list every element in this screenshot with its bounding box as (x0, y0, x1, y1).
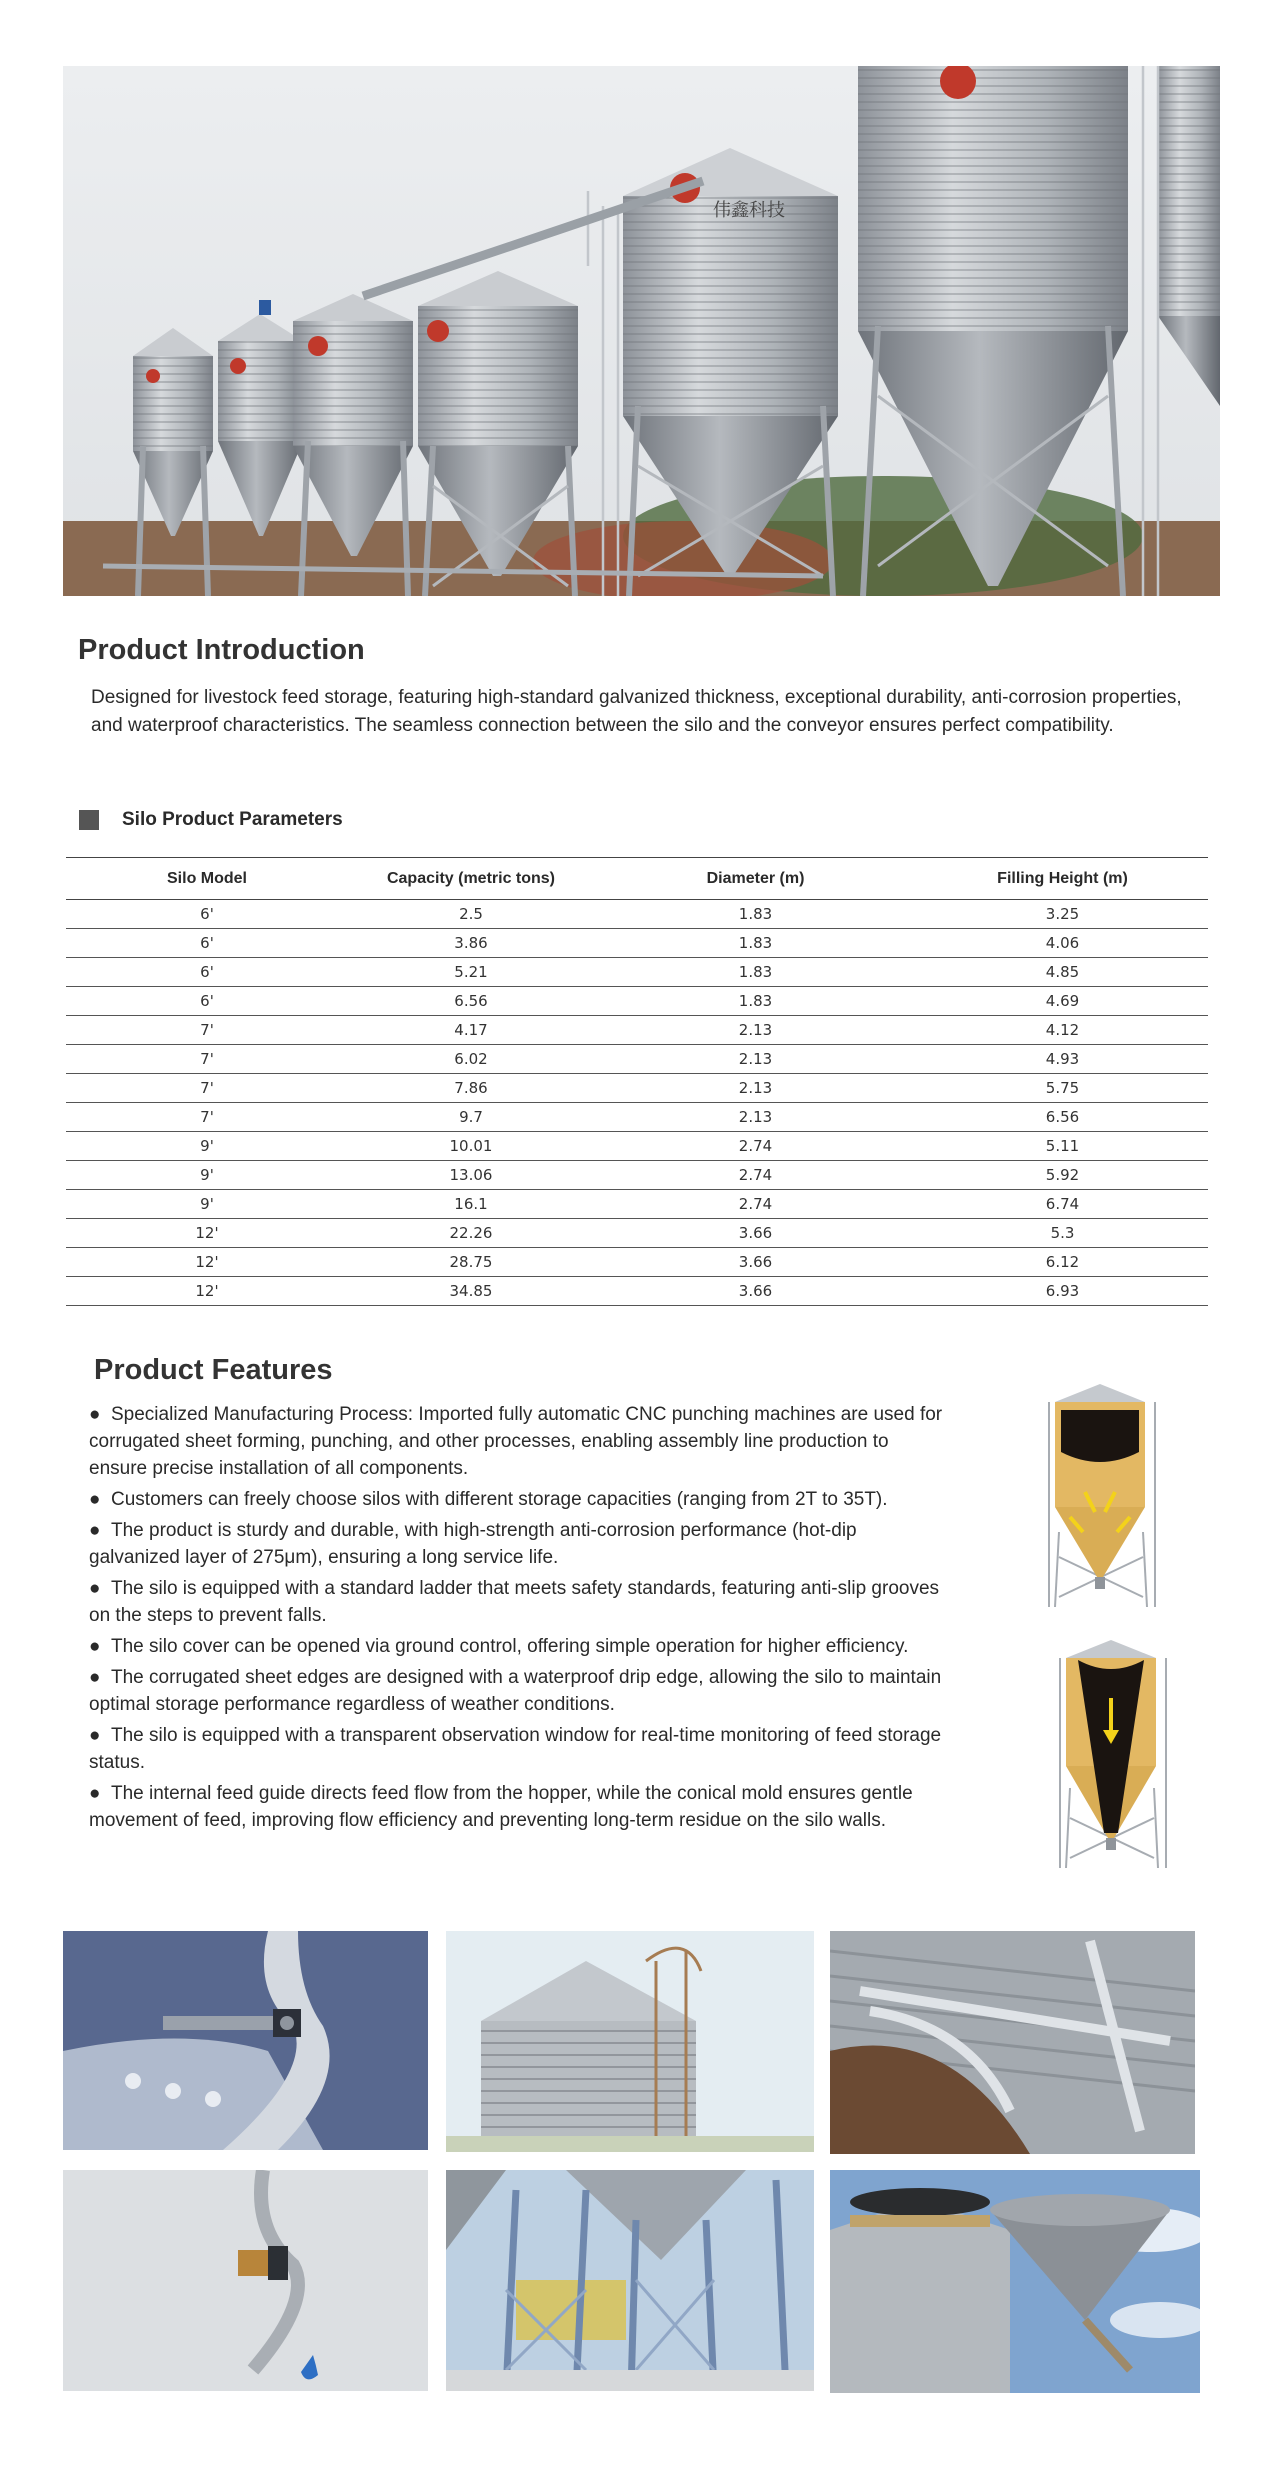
cell-capacity: 16.1 (348, 1190, 594, 1219)
cell-silo-model: 12' (66, 1248, 348, 1277)
feature-text: The internal feed guide directs feed flow from the hopper, while the conical mold ensures gentle movement of feed, improving flow efficiency and preventing long-term residue on the silo walls. (89, 1783, 913, 1831)
cell-filling-height: 6.12 (917, 1248, 1208, 1277)
product-introduction-title: Product Introduction (78, 634, 365, 666)
cell-silo-model: 6' (66, 900, 348, 929)
cell-filling-height: 6.56 (917, 1103, 1208, 1132)
feature-item (89, 1401, 949, 1482)
cell-silo-model: 9' (66, 1161, 348, 1190)
feature-text: The silo cover can be opened via ground control, offering simple operation for higher efficiency. (111, 1636, 909, 1657)
gallery-image-support-legs (446, 2170, 814, 2391)
cell-diameter: 2.13 (594, 1074, 917, 1103)
table-row (66, 1248, 1208, 1277)
cell-capacity: 22.26 (348, 1219, 594, 1248)
cell-silo-model: 9' (66, 1190, 348, 1219)
feature-text: The silo is equipped with a transparent observation window for real-time monitoring of feed storage status. (89, 1725, 942, 1773)
square-bullet-icon (79, 810, 99, 830)
feature-item (89, 1780, 949, 1834)
table-row (66, 987, 1208, 1016)
table-row (66, 929, 1208, 958)
cell-filling-height: 5.11 (917, 1132, 1208, 1161)
cell-diameter: 1.83 (594, 958, 917, 987)
cell-capacity: 9.7 (348, 1103, 594, 1132)
cell-silo-model: 6' (66, 987, 348, 1016)
cell-silo-model: 6' (66, 958, 348, 987)
cell-capacity: 3.86 (348, 929, 594, 958)
gallery-image-hopper-cone (830, 2170, 1200, 2393)
table-row (66, 958, 1208, 987)
cell-diameter: 2.13 (594, 1103, 917, 1132)
table-row (66, 1277, 1208, 1306)
bullet-icon: ● (89, 1783, 101, 1804)
cell-capacity: 4.17 (348, 1016, 594, 1045)
cell-capacity: 10.01 (348, 1132, 594, 1161)
cell-capacity: 28.75 (348, 1248, 594, 1277)
cell-diameter: 2.74 (594, 1132, 917, 1161)
cell-diameter: 1.83 (594, 929, 917, 958)
silo-cutaway-flow-illustration (1035, 1382, 1165, 1612)
table-body (66, 900, 1208, 1306)
feature-text: Customers can freely choose silos with different storage capacities (ranging from 2T to 35T). (111, 1489, 888, 1510)
column-header-silo-model: Silo Model (66, 858, 348, 900)
cell-silo-model: 7' (66, 1074, 348, 1103)
table-row (66, 1074, 1208, 1103)
cell-silo-model: 7' (66, 1103, 348, 1132)
product-features-list (89, 1401, 949, 1838)
column-header-diameter: Diameter (m) (594, 858, 917, 900)
table-row (66, 1190, 1208, 1219)
gallery-image-bolt-seal (63, 1931, 428, 2150)
feature-text: Specialized Manufacturing Process: Imported fully automatic CNC punching machines are used for corrugated sheet forming, punching, and other processes, enabling assembly line production to ensure precise installation of all components. (89, 1404, 943, 1479)
cell-filling-height: 6.93 (917, 1277, 1208, 1306)
cell-silo-model: 12' (66, 1219, 348, 1248)
cell-filling-height: 4.93 (917, 1045, 1208, 1074)
cell-diameter: 2.13 (594, 1045, 917, 1074)
bullet-icon: ● (89, 1725, 101, 1746)
silo-logo-text: 伟鑫科技 (713, 200, 785, 221)
silo-parameters-heading-label: Silo Product Parameters (122, 809, 343, 830)
cell-silo-model: 7' (66, 1045, 348, 1074)
cell-diameter: 3.66 (594, 1248, 917, 1277)
feature-item (89, 1517, 949, 1571)
cell-silo-model: 7' (66, 1016, 348, 1045)
feature-item (89, 1722, 949, 1776)
cell-diameter: 3.66 (594, 1219, 917, 1248)
cell-capacity: 6.02 (348, 1045, 594, 1074)
cell-filling-height: 5.75 (917, 1074, 1208, 1103)
feature-item (89, 1633, 949, 1660)
silo-cutaway-core-flow-illustration (1048, 1638, 1178, 1873)
cell-capacity: 13.06 (348, 1161, 594, 1190)
feature-text: The corrugated sheet edges are designed with a waterproof drip edge, allowing the silo to maintain optimal storage performance regardless of weather conditions. (89, 1667, 942, 1715)
table-row (66, 1161, 1208, 1190)
feature-text: The silo is equipped with a standard ladder that meets safety standards, featuring anti-slip grooves on the steps to prevent falls. (89, 1578, 940, 1626)
cell-silo-model: 6' (66, 929, 348, 958)
table-row (66, 1103, 1208, 1132)
bullet-icon: ● (89, 1667, 101, 1688)
cell-diameter: 1.83 (594, 900, 917, 929)
hero-silo-photo (63, 66, 1220, 596)
cell-silo-model: 9' (66, 1132, 348, 1161)
bullet-icon: ● (89, 1404, 101, 1425)
gallery-image-silo-with-ladder (446, 1931, 814, 2152)
gallery-image-drip-edge (63, 2170, 428, 2391)
table-header-row (66, 858, 1208, 900)
cell-capacity: 2.5 (348, 900, 594, 929)
silo-parameters-table (66, 857, 1208, 1306)
feature-item (89, 1575, 949, 1629)
cell-filling-height: 4.06 (917, 929, 1208, 958)
bullet-icon: ● (89, 1578, 101, 1599)
feature-text: The product is sturdy and durable, with high-strength anti-corrosion performance (hot-dip galvanized layer of 275μm), ensuring a long service life. (89, 1520, 857, 1568)
bullet-icon: ● (89, 1489, 101, 1510)
feature-item (89, 1664, 949, 1718)
cell-diameter: 2.74 (594, 1190, 917, 1219)
cell-filling-height: 5.3 (917, 1219, 1208, 1248)
bullet-icon: ● (89, 1636, 101, 1657)
cell-silo-model: 12' (66, 1277, 348, 1306)
table-row (66, 1016, 1208, 1045)
cell-filling-height: 4.85 (917, 958, 1208, 987)
cell-filling-height: 4.12 (917, 1016, 1208, 1045)
cell-diameter: 3.66 (594, 1277, 917, 1306)
cell-capacity: 5.21 (348, 958, 594, 987)
bullet-icon: ● (89, 1520, 101, 1541)
column-header-filling-height: Filling Height (m) (917, 858, 1208, 900)
cell-filling-height: 3.25 (917, 900, 1208, 929)
feature-item (89, 1486, 949, 1513)
cell-capacity: 6.56 (348, 987, 594, 1016)
cell-diameter: 1.83 (594, 987, 917, 1016)
cell-filling-height: 5.92 (917, 1161, 1208, 1190)
product-introduction-text: Designed for livestock feed storage, featuring high-standard galvanized thickness, exceptional durability, anti-corrosion properties, and waterproof characteristics. The seamless connection between the silo and the conveyor ensures perfect compatibility. (91, 687, 1182, 736)
table-row (66, 1045, 1208, 1074)
table-row (66, 900, 1208, 929)
cell-capacity: 7.86 (348, 1074, 594, 1103)
cell-filling-height: 4.69 (917, 987, 1208, 1016)
cell-diameter: 2.13 (594, 1016, 917, 1045)
product-features-title: Product Features (94, 1354, 333, 1386)
column-header-capacity: Capacity (metric tons) (348, 858, 594, 900)
cell-filling-height: 6.74 (917, 1190, 1208, 1219)
cell-diameter: 2.74 (594, 1161, 917, 1190)
table-row (66, 1132, 1208, 1161)
gallery-image-roof-frame (830, 1931, 1195, 2154)
table-row (66, 1219, 1208, 1248)
silo-parameters-heading (79, 809, 343, 831)
cell-capacity: 34.85 (348, 1277, 594, 1306)
